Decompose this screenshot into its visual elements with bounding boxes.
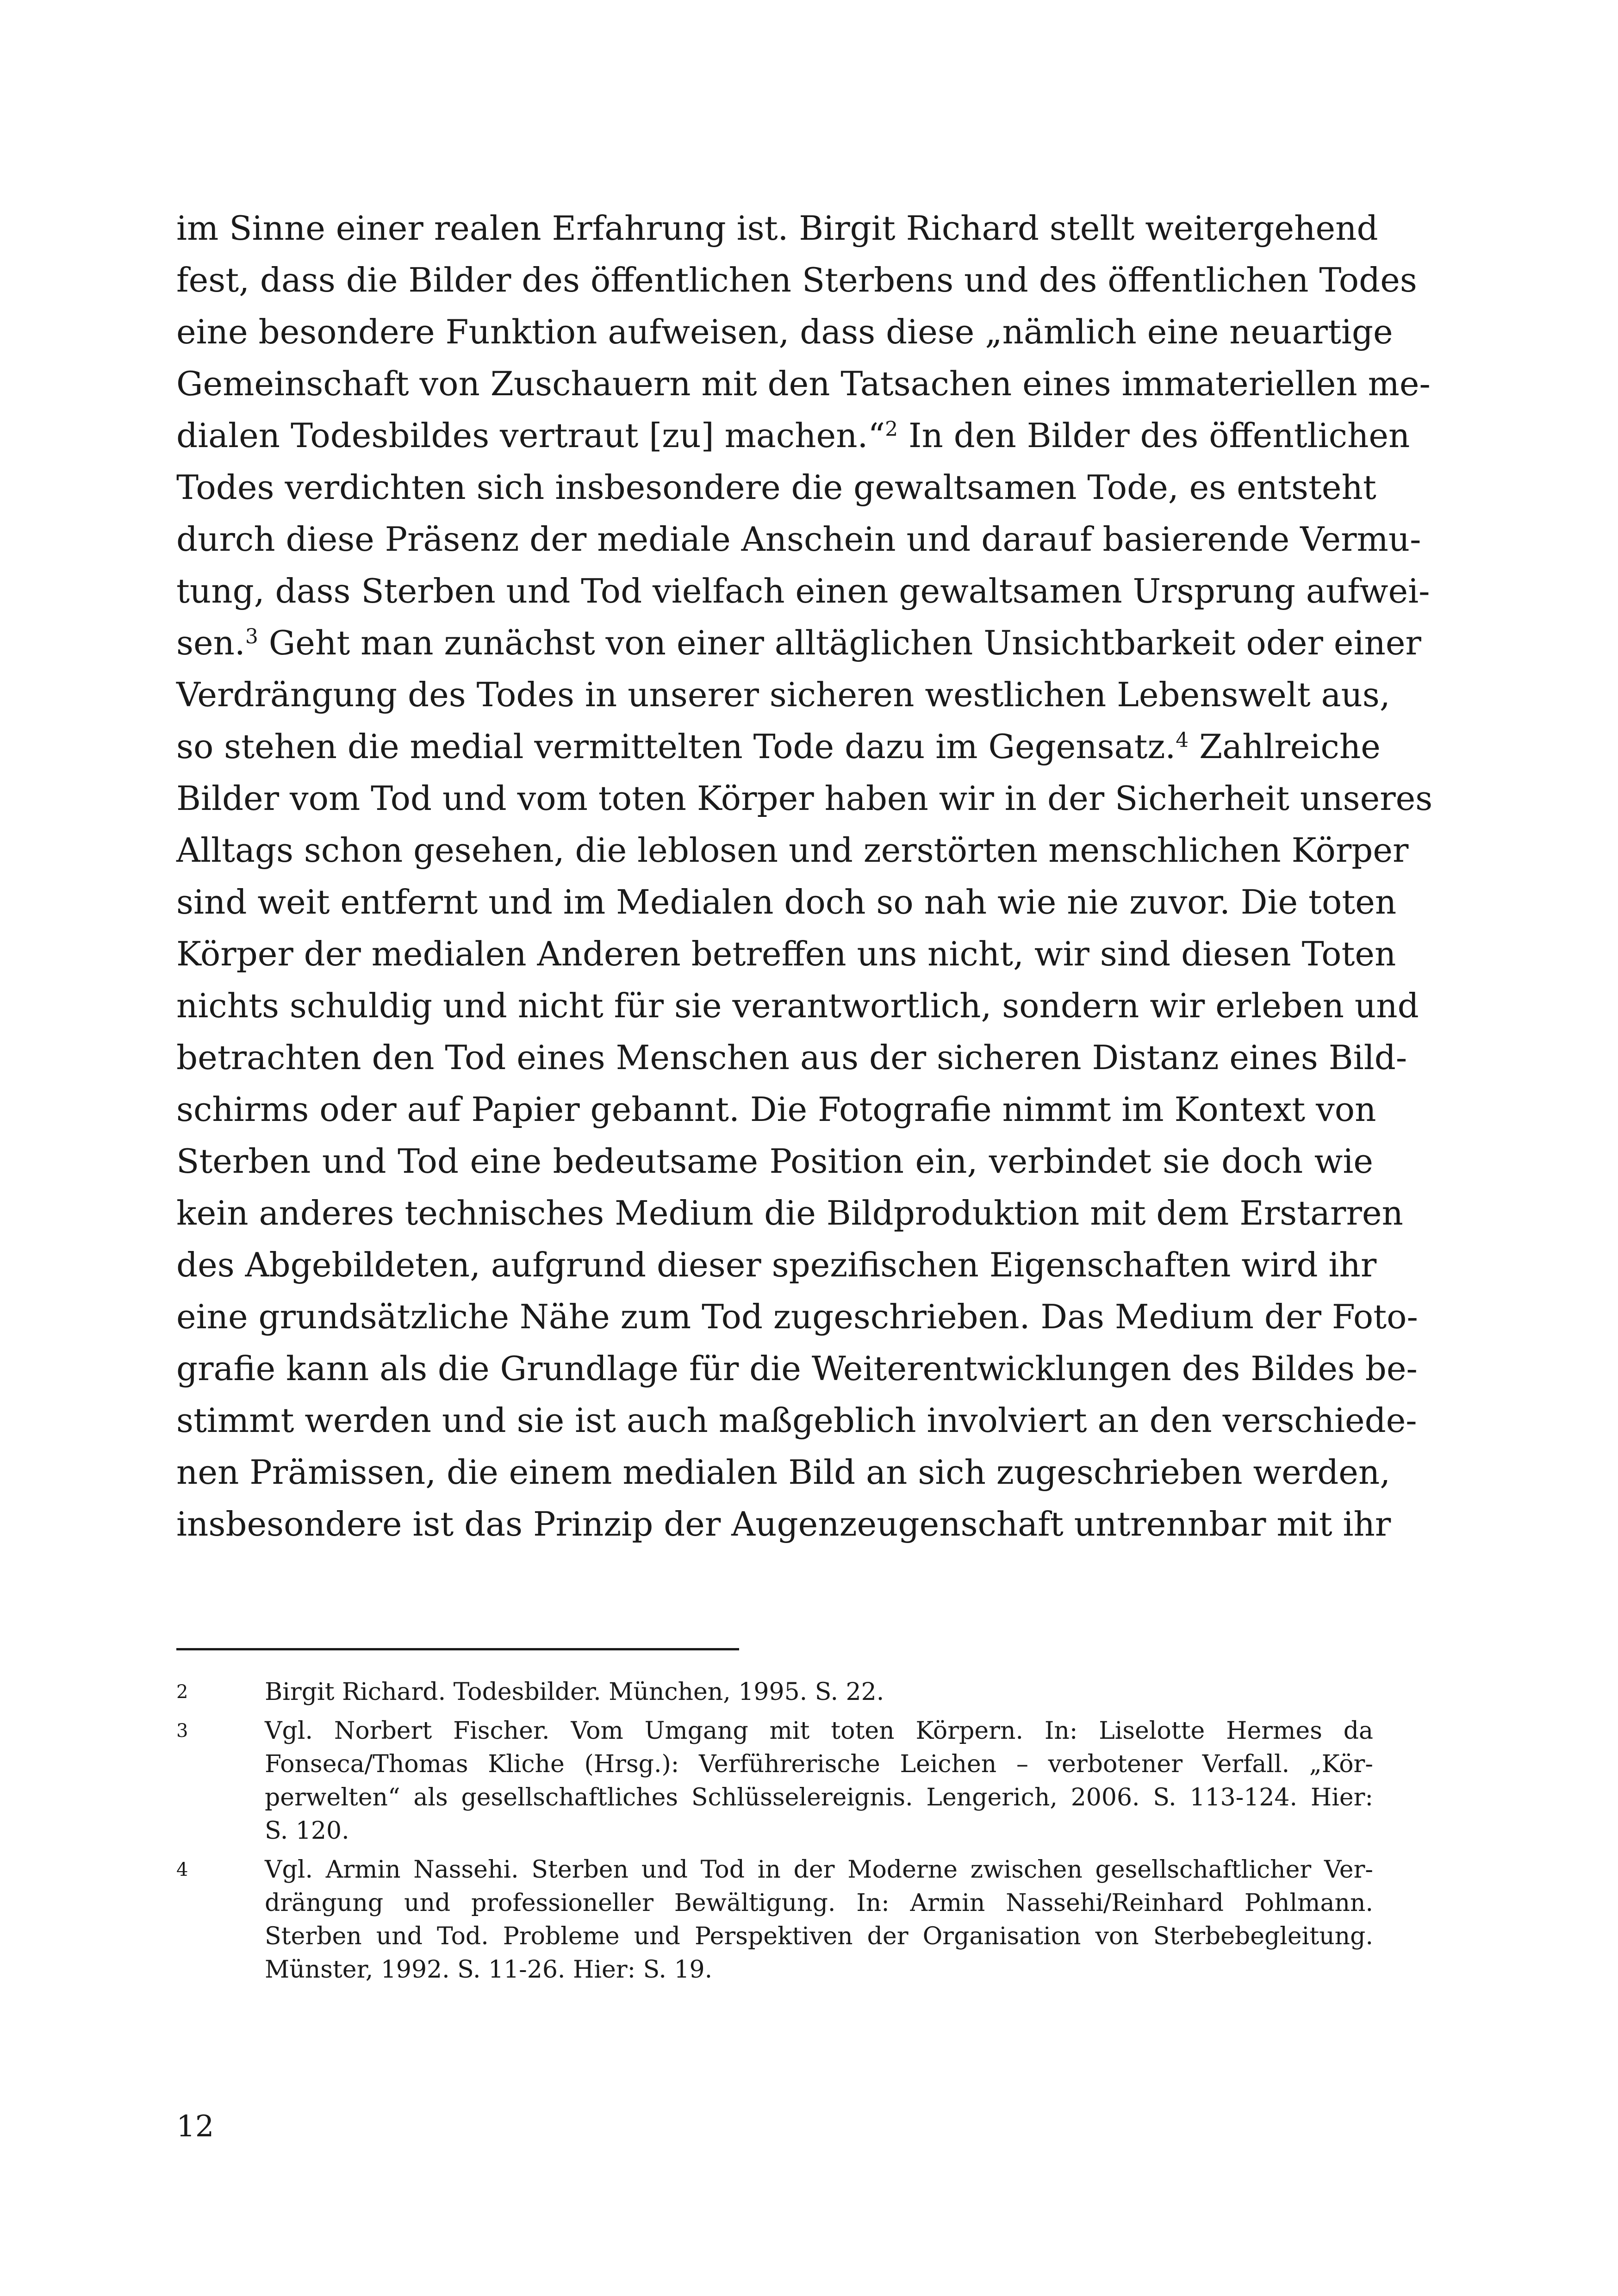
text-line [176,721,1381,772]
text-line: sind weit entfernt und im Medialen doch so nah wie nie zuvor. Die toten [176,883,1397,921]
page-number: 12 [176,2109,214,2144]
text-line: tung, dass Sterben und Tod vielfach einen gewaltsamen Ursprung aufwei- [176,572,1430,610]
text-line: grafie kann als die Grundlage für die Weiterentwicklungen des Bildes be- [176,1349,1418,1388]
footnote-reference[interactable]: 2 [885,417,898,441]
text-line: betrachten den Tod eines Menschen aus der sicheren Distanz eines Bild- [176,1038,1407,1077]
footnote [176,1853,1373,1986]
footnote [176,1675,1373,1709]
footnote-separator [176,1648,739,1650]
text-line: Todes verdichten sich insbesondere die gewaltsamen Tode, es entsteht [176,468,1376,507]
text-line: schirms oder auf Papier gebannt. Die Fotografie nimmt im Kontext von [176,1090,1376,1129]
footnote-number: 3 [176,1720,188,1742]
text-line: durch diese Präsenz der mediale Anschein und darauf basierende Vermu- [176,520,1421,559]
text-line: kein anderes technisches Medium die Bildproduktion mit dem Erstarren [176,1194,1403,1232]
text-line: stimmt werden und sie ist auch maßgeblich involviert an den verschiede- [176,1401,1417,1440]
text-line: Alltags schon gesehen, die leblosen und zerstörten menschlichen Körper [176,831,1409,870]
footnote-reference[interactable]: 3 [245,625,258,648]
text-line: Körper der medialen Anderen betreffen uns nicht, wir sind diesen Toten [176,934,1396,973]
footnote [176,1714,1373,1848]
text-line [176,410,1410,461]
text-line: im Sinne einer realen Erfahrung ist. Birgit Richard stellt weitergehend [176,209,1378,248]
footnote-line: perwelten“ als gesellschaftliches Schlüsselereignis. Lengerich, 2006. S. 113-124. Hier: [265,1784,1373,1811]
footnote-number: 2 [176,1681,188,1703]
footnote-number: 4 [176,1859,188,1880]
text-line: nen Prämissen, die einem medialen Bild an sich zugeschrieben werden, [176,1453,1391,1492]
footnote-text [265,1675,1373,1709]
text-line: Bilder vom Tod und vom toten Körper haben wir in der Sicherheit unseres [176,779,1433,818]
text-line: eine besondere Funktion aufweisen, dass diese „nämlich eine neuartige [176,312,1393,351]
footnotes [176,1675,1373,1992]
footnote-text [265,1853,1373,1986]
text-line [176,617,1421,669]
text-line: Sterben und Tod eine bedeutsame Position ein, verbindet sie doch wie [176,1142,1373,1181]
text-line: Gemeinschaft von Zuschauern mit den Tatsachen eines immateriellen me- [176,364,1431,403]
text-segment: Zahlreiche [1189,727,1381,766]
text-line: insbesondere ist das Prinzip der Augenzeugenschaft untrennbar mit ihr [176,1505,1391,1543]
text-line: nichts schuldig und nicht für sie verantwortlich, sondern wir erleben und [176,986,1419,1025]
footnote-line: drängung und professioneller Bewältigung. In: Armin Nassehi/Reinhard Pohlmann. [265,1889,1373,1917]
footnote-line: Birgit Richard. Todesbilder. München, 1995. S. 22. [265,1678,884,1706]
text-line: fest, dass die Bilder des öffentlichen Sterbens und des öffentlichen Todes [176,261,1417,299]
footnote-line: Sterben und Tod. Probleme und Perspektiven der Organisation von Sterbebegleitung. [265,1923,1373,1950]
text-segment: Geht man zunächst von einer alltäglichen Unsichtbarkeit oder einer [258,623,1421,662]
footnote-line: Vgl. Armin Nassehi. Sterben und Tod in der Moderne zwischen gesellschaftlicher Ver- [265,1856,1373,1884]
text-line: des Abgebildeten, aufgrund dieser spezifischen Eigenschaften wird ihr [176,1245,1377,1284]
text-segment: sen. [176,623,245,662]
text-line: eine grundsätzliche Nähe zum Tod zugeschrieben. Das Medium der Foto- [176,1297,1418,1336]
footnote-line: S. 120. [265,1817,349,1845]
footnote-reference[interactable]: 4 [1176,728,1189,752]
footnote-line: Fonseca/Thomas Kliche (Hrsg.): Verführerische Leichen – verbotener Verfall. „Kör- [265,1750,1373,1778]
text-segment: so stehen die medial vermittelten Tode dazu im Gegensatz. [176,727,1176,766]
text-line: Verdrängung des Todes in unserer sicheren westlichen Lebenswelt aus, [176,675,1390,714]
footnote-line: Münster, 1992. S. 11-26. Hier: S. 19. [265,1956,713,1984]
text-segment: dialen Todesbildes vertraut [zu] machen.“ [176,416,885,455]
body-text [176,202,1433,1550]
footnote-text [265,1714,1373,1848]
text-segment: In den Bilder des öffentlichen [898,416,1410,455]
footnote-line: Vgl. Norbert Fischer. Vom Umgang mit toten Körpern. In: Liselotte Hermes da [265,1717,1373,1745]
